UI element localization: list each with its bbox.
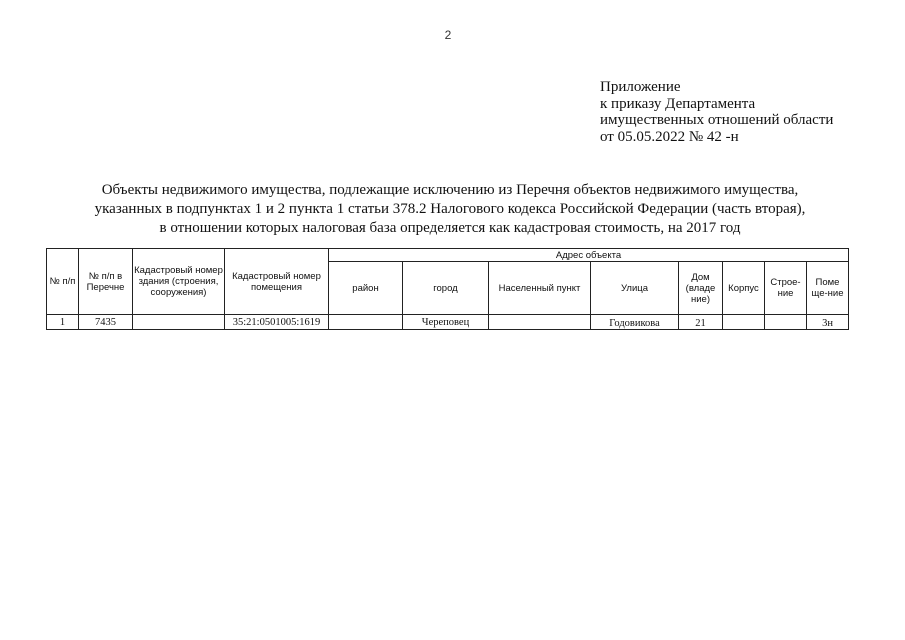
cell-district [329,315,403,330]
header-building-cadastral: Кадастровый номер здания (строения, сооружения) [133,249,225,315]
header-structure: Строе-ние [765,262,807,315]
appendix-line: имущественных отношений области [600,112,834,128]
header-street: Улица [591,262,679,315]
appendix-line: Приложение [600,79,681,95]
cell-structure [765,315,807,330]
header-room: Поме ще-ние [807,262,849,315]
cell-num: 1 [47,315,79,330]
title-line: указанных в подпунктах 1 и 2 пункта 1 статьи 378.2 Налогового кодекса Российской Федерации (часть вторая), [94,201,806,217]
cell-house: 21 [679,315,723,330]
cell-block [723,315,765,330]
page-number: 2 [444,28,452,42]
appendix-line: к приказу Департамента [600,95,756,112]
table-row [47,315,849,330]
cell-settlement [489,315,591,330]
title-line: Объекты недвижимого имущества, подлежащие исключению из Перечня объектов недвижимого имущества, [101,182,799,198]
header-city: город [403,262,489,315]
header-num: № п/п [47,249,79,315]
cell-room-cadastral: 35:21:0501005:1619 [225,315,329,330]
cell-street: Годовикова [591,315,679,330]
cell-building-cadastral [133,315,225,330]
header-settlement: Населенный пункт [489,262,591,315]
cell-room: 3н [807,315,849,330]
header-block: Корпус [723,262,765,315]
appendix-date-line: от 05.05.2022 № 42 -н [600,128,739,145]
cell-city: Череповец [403,315,489,330]
header-district: район [329,262,403,315]
header-house: Дом (владе ние) [679,262,723,315]
header-address-group: Адрес объекта [329,249,849,262]
objects-table [46,248,849,330]
document-title [40,181,860,238]
header-list-num: № п/п в Перечне [79,249,133,315]
appendix-block [600,79,890,145]
cell-list-num: 7435 [79,315,133,330]
header-room-cadastral: Кадастровый номер помещения [225,249,329,315]
title-line: в отношении которых налоговая база определяется как кадастровая стоимость, на 2017 год [159,220,741,236]
